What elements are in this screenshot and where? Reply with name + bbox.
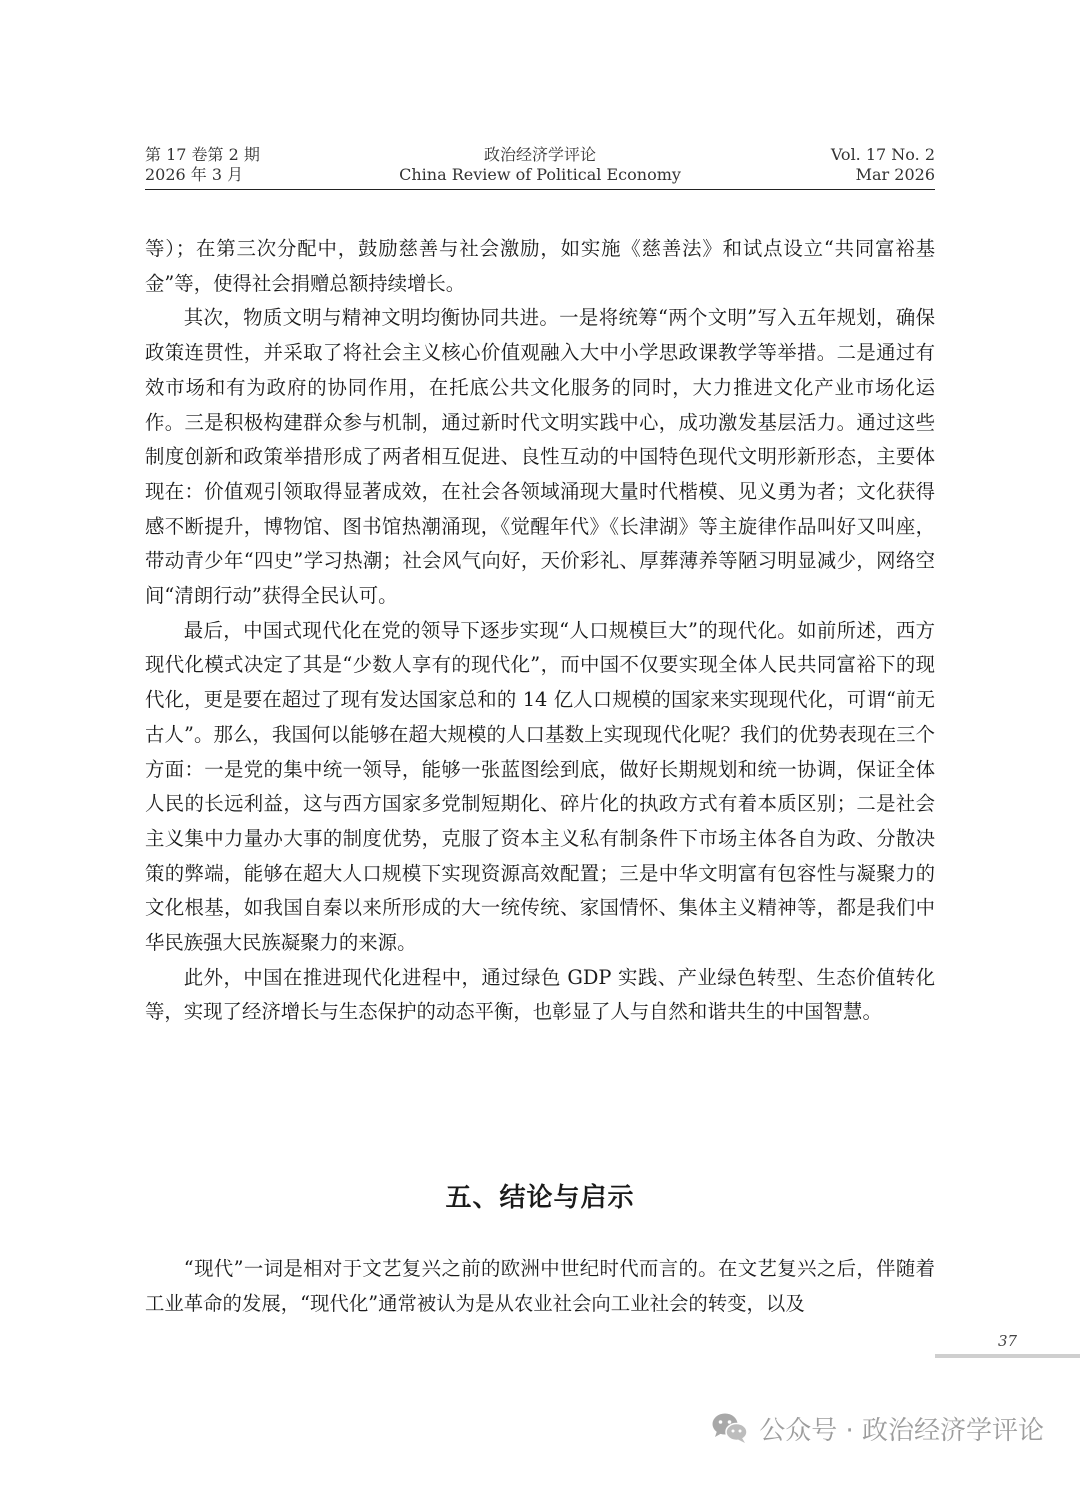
watermark-text: 公众号 · 政治经济学评论 xyxy=(759,1415,1044,1446)
section-heading: 五、结论与启示 xyxy=(445,1182,635,1213)
journal-title-block xyxy=(145,145,935,185)
wechat-icon xyxy=(711,1412,749,1444)
section-body xyxy=(145,1252,935,1321)
page-number-rule xyxy=(935,1354,1080,1358)
paragraph: 最后，中国式现代化在党的领导下逐步实现“人口规模巨大”的现代化。如前所述，西方现代化模式决定了其是“少数人享有的现代化”，而中国不仅要实现全体人民共同富裕下的现代化，更是要在超过了现有发达国家总和的 14 亿人口规模的国家来实现现代化，可谓“前无古人”。那么，我国何以能够在超大规模的人口基数上实现现代化呢？我们的优势表现在三个方面：一是党的集中统一领导，能够一张蓝图绘到底，做好长期规划和统一协调，保证全体人民的长远利益，这与西方国家多党制短期化、碎片化的执政方式有着本质区别；二是社会主义集中力量办大事的制度优势，克服了资本主义私有制条件下市场主体各自为政、分散决策的弊端，能够在超大人口规模下实现资源高效配置；三是中华文明富有包容性与凝聚力的文化根基，如我国自秦以来所形成的大一统传统、家国情怀、集体主义精神等，都是我们中华民族强大民族凝聚力的来源。 xyxy=(145,618,935,955)
running-header xyxy=(145,145,935,190)
paragraph: 其次，物质文明与精神文明均衡协同共进。一是将统筹“两个文明”写入五年规划，确保政策连贯性，并采取了将社会主义核心价值观融入大中小学思政课教学等举措。二是通过有效市场和有为政府的协同作用，在托底公共文化服务的同时，大力推进文化产业市场化运作。三是积极构建群众参与机制，通过新时代文明实践中心，成功激发基层活力。通过这些制度创新和政策举措形成了两者相互促进、良性互动的中国特色现代文明形新形态，主要体现在：价值观引领取得显著成效，在社会各领域涌现大量时代楷模、见义勇为者；文化获得感不断提升，博物馆、图书馆热潮涌现，《觉醒年代》《长津湖》等主旋律作品叫好又叫座，带动青少年“四史”学习热潮；社会风气向好，天价彩礼、厚葬薄养等陋习明显减少，网络空间“清朗行动”获得全民认可。 xyxy=(145,306,935,608)
paragraph: 此外，中国在推进现代化进程中，通过绿色 GDP 实践、产业绿色转型、生态价值转化等，实现了经济增长与生态保护的动态平衡，也彰显了人与自然和谐共生的中国智慧。 xyxy=(145,965,935,1024)
paragraph: “现代”一词是相对于文艺复兴之前的欧洲中世纪时代而言的。在文艺复兴之后，伴随着工业革命的发展，“现代化”通常被认为是从农业社会向工业社会的转变，以及 xyxy=(145,1257,935,1315)
issue-info-en xyxy=(831,145,935,185)
watermark xyxy=(711,1408,1044,1448)
journal-title-cn: 政治经济学评论 xyxy=(483,145,596,164)
issue-volume-en: Vol. 17 No. 2 xyxy=(830,145,935,164)
page-number: 37 xyxy=(997,1332,1018,1350)
issue-volume: 第 17 卷第 2 期 xyxy=(145,145,260,164)
article-body xyxy=(145,232,935,1030)
issue-date: 2026 年 3 月 xyxy=(145,165,244,184)
issue-date-en: Mar 2026 xyxy=(855,165,935,184)
journal-title-en: China Review of Political Economy xyxy=(399,165,681,184)
paragraph-continued: 等）；在第三次分配中，鼓励慈善与社会激励，如实施《慈善法》和试点设立“共同富裕基金”等，使得社会捐赠总额持续增长。 xyxy=(145,237,935,295)
